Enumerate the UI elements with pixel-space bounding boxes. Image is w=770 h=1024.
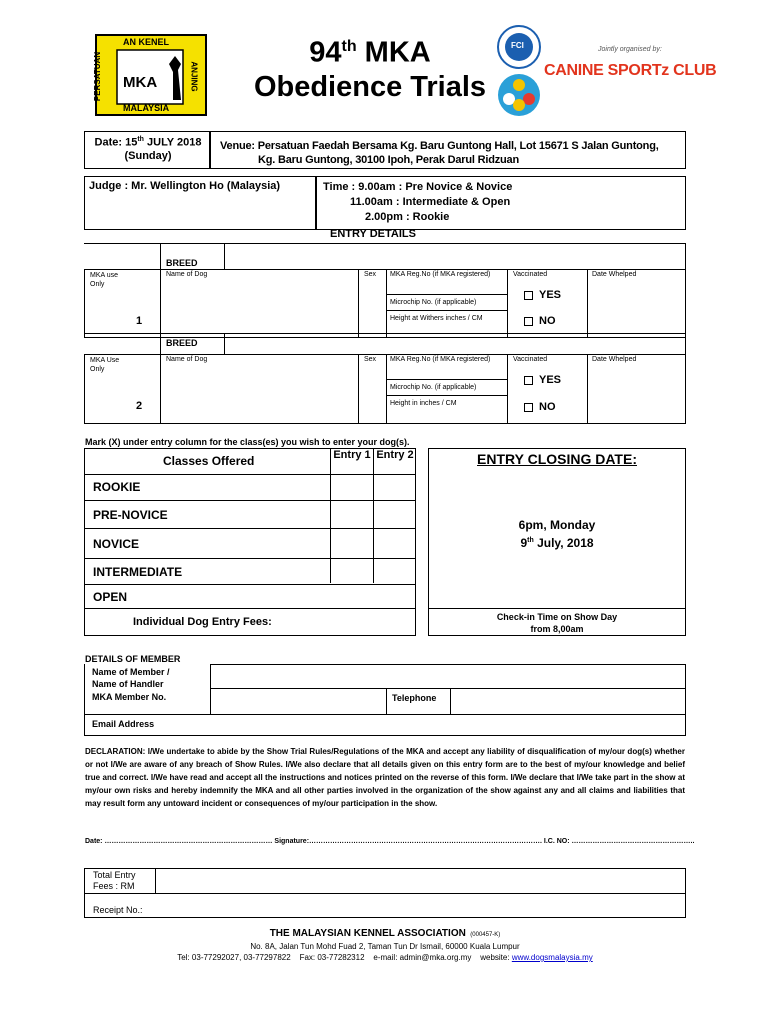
sex-label: Sex xyxy=(364,356,377,363)
height-label: Height at Withers inches / CM xyxy=(390,315,483,322)
judge: Judge : Mr. Wellington Ho (Malaysia) xyxy=(89,180,281,192)
date-whelped-label: Date Whelped xyxy=(592,356,637,363)
logo-text-bottom: MALAYSIA xyxy=(123,103,170,113)
vaccinated-yes[interactable]: YES xyxy=(524,374,561,386)
class-pre-novice: PRE-NOVICE xyxy=(93,508,168,522)
telephone-label: Telephone xyxy=(392,693,437,703)
entry-1-header: Entry 1 xyxy=(333,449,371,461)
fci-logo: FCI xyxy=(497,25,541,69)
logo-text-center: MKA xyxy=(123,74,158,91)
vaccinated-label: Vaccinated xyxy=(513,271,548,278)
website-link[interactable]: www.dogsmalaysia.my xyxy=(511,953,593,962)
class-intermediate: INTERMEDIATE xyxy=(93,565,183,579)
microchip-label: Microchip No. (if applicable) xyxy=(390,384,477,391)
name-of-dog-label: Name of Dog xyxy=(166,271,208,278)
email-label: Email Address xyxy=(92,719,155,729)
entry-number: 2 xyxy=(136,400,143,412)
date-whelped-label: Date Whelped xyxy=(592,271,637,278)
closing-date: 6pm, Monday 9th July, 2018 xyxy=(518,518,596,550)
logo-text-top: AN KENEL xyxy=(123,37,170,47)
no-checkbox[interactable] xyxy=(524,317,533,326)
breed-label: BREED xyxy=(166,258,198,268)
class-rookie: ROOKIE xyxy=(93,480,141,494)
declaration-text: DECLARATION: I/We undertake to abide by the Show Trial Rules/Regulations of the MKA and accept any liability of disqualification of my/our dog(s) whether or not I/We are aware of any breach of Show Rules. I/We also declare that all details given on this entry form are to the best of my/our knowledge and belief true and correct. I/We have read and accept all the instructions and notices printed on the reverse of this form. I/We declare that I/We take part in the show at my/our own risks and hereby indemnify the MKA and all other parties involved in the organization of the show against any and all claims and liabilities that may result form any untoward incident or consequences of my/our participation in the show. xyxy=(85,747,685,808)
mka-member-no-label: MKA Member No. xyxy=(92,692,167,702)
member-table xyxy=(84,664,686,736)
check-in-time: Check-in Time on Show Day from 8,00am xyxy=(496,612,618,634)
vaccinated-yes[interactable]: YES xyxy=(524,289,561,301)
signature-line: Date: ……………………………………………………………… Signature:………………………………………………………………………………………. I.C. NO: …………………………………………….. xyxy=(85,838,695,845)
mka-use-only: MKA Use Only xyxy=(90,357,120,373)
mka-use-only: MKA use Only xyxy=(90,272,119,288)
entry-2-header: Entry 2 xyxy=(376,449,414,461)
sex-label: Sex xyxy=(364,271,377,278)
schedule: Time : 9.00am : Pre Novice & Novice 11.00am : Intermediate & Open 2.00pm : Rookie xyxy=(323,181,513,223)
entry-number: 1 xyxy=(136,315,143,327)
entry-details-heading: ENTRY DETAILS xyxy=(330,228,416,240)
yes-checkbox[interactable] xyxy=(524,376,533,385)
classes-offered-header: Classes Offered xyxy=(163,454,255,468)
reg-no-label: MKA Reg.No (if MKA registered) xyxy=(390,356,491,363)
receipt-no-label: Receipt No.: xyxy=(93,905,143,915)
height-label: Height in inches / CM xyxy=(390,400,457,407)
jointly-organised: Jointly organised by: xyxy=(598,46,662,53)
name-of-dog-label: Name of Dog xyxy=(166,356,208,363)
mka-logo xyxy=(95,34,207,116)
yes-checkbox[interactable] xyxy=(524,291,533,300)
vaccinated-no[interactable]: NO xyxy=(524,401,556,413)
event-date: Date: 15th JULY 2018 (Sunday) xyxy=(94,136,202,162)
entry-closing-title: ENTRY CLOSING DATE: xyxy=(477,451,637,467)
member-name-label: Name of Member / Name of Handler xyxy=(92,667,170,689)
logo-text-left: PERSATUAN xyxy=(93,51,103,102)
entry-fees-label: Individual Dog Entry Fees: xyxy=(133,616,272,628)
canine-sportz-club-logo: CANINE SPORTz CLUB xyxy=(544,62,717,79)
breed-label: BREED xyxy=(166,338,198,348)
sports-logo-icon xyxy=(497,73,541,117)
vaccinated-label: Vaccinated xyxy=(513,356,548,363)
footer: THE MALAYSIAN KENNEL ASSOCIATION (000457-K) No. 8A, Jalan Tun Mohd Fuad 2, Taman Tun Dr Ismail, 60000 Kuala Lumpur Tel: 03-77292027, 03-77297822 Fax: 03-77282312 e-mail: admin@mka.org.my website: www.dogsmalaysia.my xyxy=(177,928,593,962)
mark-instruction: Mark (X) under entry column for the class(es) you wish to enter your dog(s). xyxy=(85,437,410,447)
vaccinated-no[interactable]: NO xyxy=(524,315,556,327)
logo-text-right: ANJING xyxy=(189,61,199,92)
page-title: 94th MKA Obedience Trials xyxy=(253,36,487,103)
class-novice: NOVICE xyxy=(93,537,140,551)
class-open: OPEN xyxy=(93,590,128,604)
member-details-title: DETAILS OF MEMBER xyxy=(85,654,181,664)
total-fees-label: Total Entry Fees : RM xyxy=(93,870,136,891)
reg-no-label: MKA Reg.No (if MKA registered) xyxy=(390,271,491,278)
venue: Venue: Persatuan Faedah Bersama Kg. Baru Guntong Hall, Lot 15671 S Jalan Guntong, Kg. Baru Guntong, 30100 Ipoh, Perak Darul Ridzuan xyxy=(220,140,659,166)
microchip-label: Microchip No. (if applicable) xyxy=(390,299,477,306)
no-checkbox[interactable] xyxy=(524,403,533,412)
